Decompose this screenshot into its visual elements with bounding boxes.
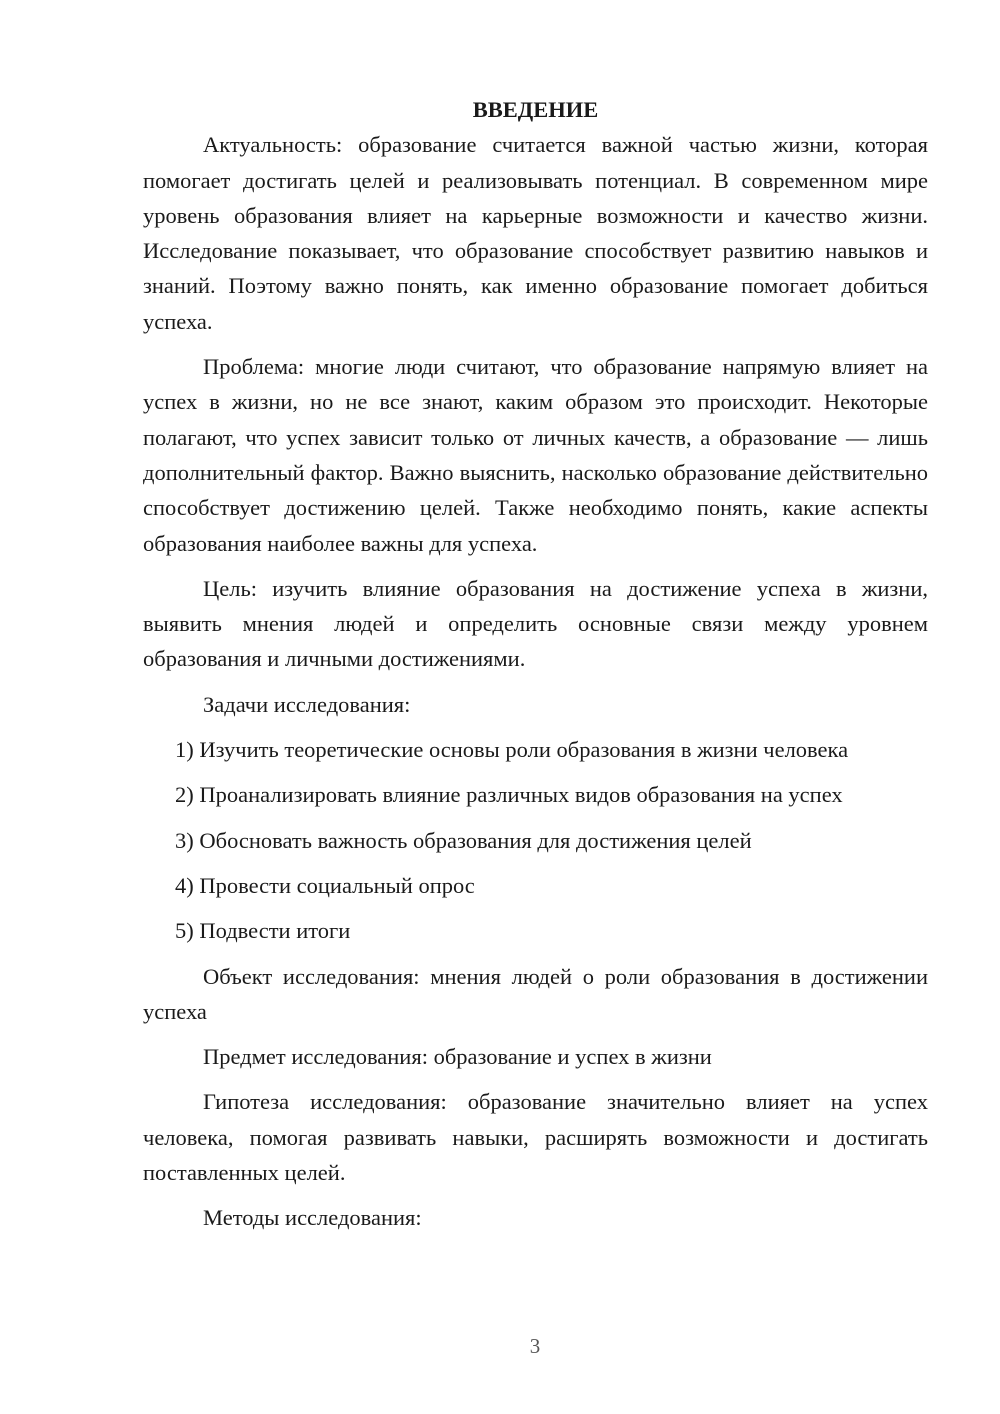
task-item: 5) Подвести итоги (175, 918, 351, 944)
goal-paragraph: Цель: изучить влияние образования на достижение успеха в жизни, выявить мнения людей и определить основные связи между уровнем образования и личными достижениями. (143, 575, 928, 672)
task-item: 4) Провести социальный опрос (175, 872, 475, 898)
subject-paragraph: Предмет исследования: образование и успех в жизни (203, 1044, 712, 1070)
object-paragraph: Объект исследования: мнения людей о роли образования в достижении успеха (143, 963, 928, 1024)
task-item: 1) Изучить теоретические основы роли образования в жизни человека (175, 737, 849, 763)
methods-heading: Методы исследования: (203, 1205, 422, 1231)
page-number: 3 (529, 1334, 541, 1358)
section-title: ВВЕДЕНИЕ (472, 97, 599, 122)
task-item: 3) Обосновать важность образования для достижения целей (175, 827, 752, 853)
tasks-list (143, 732, 928, 948)
relevance-paragraph: Актуальность: образование считается важной частью жизни, которая помогает достигать целей и реализовывать потенциал. В современном мире уровень образования влияет на карьерные возможности и качество жизни. Исследование показывает, что образование способствует развитию навыков и знаний. Поэтому важно понять, как именно образование помогает добиться успеха. (143, 132, 928, 334)
hypothesis-paragraph: Гипотеза исследования: образование значительно влияет на успех человека, помогая развивать навыки, расширять возможности и достигать поставленных целей. (143, 1089, 928, 1186)
tasks-heading: Задачи исследования: (203, 691, 411, 717)
task-item: 2) Проанализировать влияние различных видов образования на успех (175, 782, 843, 808)
document-page (143, 92, 928, 1236)
problem-paragraph: Проблема: многие люди считают, что образование напрямую влияет на успех в жизни, но не все знают, каким образом это происходит. Некоторые полагают, что успех зависит только от личных качеств, а образование — лишь дополнительный фактор. Важно выяснить, насколько образование действительно способствует достижению целей. Также необходимо понять, какие аспекты образования наиболее важны для успеха. (143, 354, 928, 556)
